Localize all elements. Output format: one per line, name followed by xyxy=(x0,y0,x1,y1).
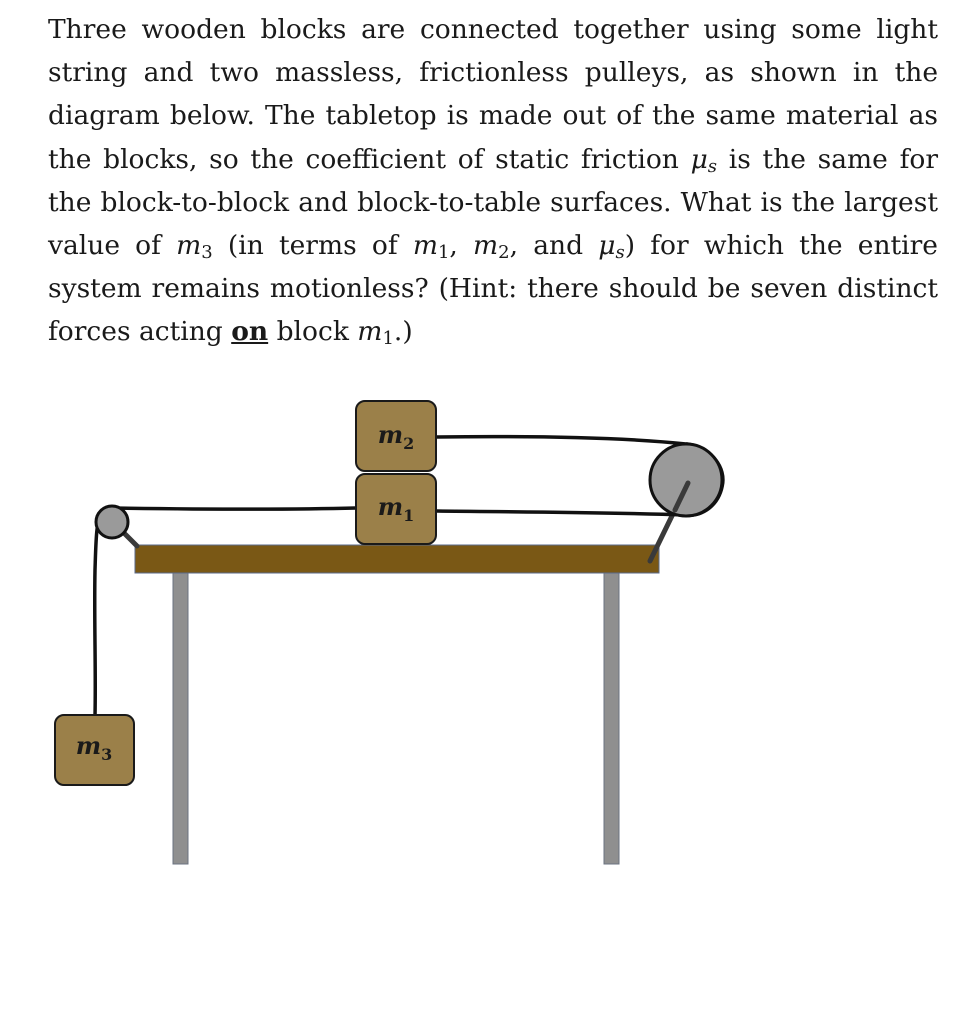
table-leg-left xyxy=(173,572,188,864)
emphasis-on: on xyxy=(231,316,269,348)
string-right-pulley-to-m1 xyxy=(437,511,686,515)
left-pulley xyxy=(96,506,128,538)
block-m1 xyxy=(356,474,436,544)
block-m2-subscript: 2 xyxy=(403,434,415,453)
block-m1-subscript: 1 xyxy=(403,506,415,525)
block-m2 xyxy=(356,401,436,471)
block-m3-subscript: 3 xyxy=(101,745,113,764)
block-m1-letter: m xyxy=(377,492,404,521)
string-m2-to-right-pulley xyxy=(437,437,686,444)
block-m3-letter: m xyxy=(75,731,102,760)
table-leg-right xyxy=(604,572,619,864)
right-pulley xyxy=(650,444,722,516)
tabletop xyxy=(135,545,659,573)
problem-statement: Three wooden blocks are connected together using some light string and two massless, frictionless pulleys, as shown in the diagram below. The tabletop is made out of the same material as the blocks, so the coefficient of static friction $\mu_s$ is the same for the block-to-block and block-to-table surfaces. What is the largest value of $m_3$ (in terms of $m_1$, $m_2$, and $\mu_s$) for which the entire system remains motionless? (Hint: there should be seven distinct forces acting on block $m_1$.) xyxy=(48,14,938,350)
string-m1-to-left-pulley xyxy=(111,508,356,509)
string-left-pulley-to-m3 xyxy=(95,512,103,716)
block-m3 xyxy=(55,715,134,785)
block-m2-letter: m xyxy=(377,420,404,449)
pulley-diagram xyxy=(0,370,968,890)
